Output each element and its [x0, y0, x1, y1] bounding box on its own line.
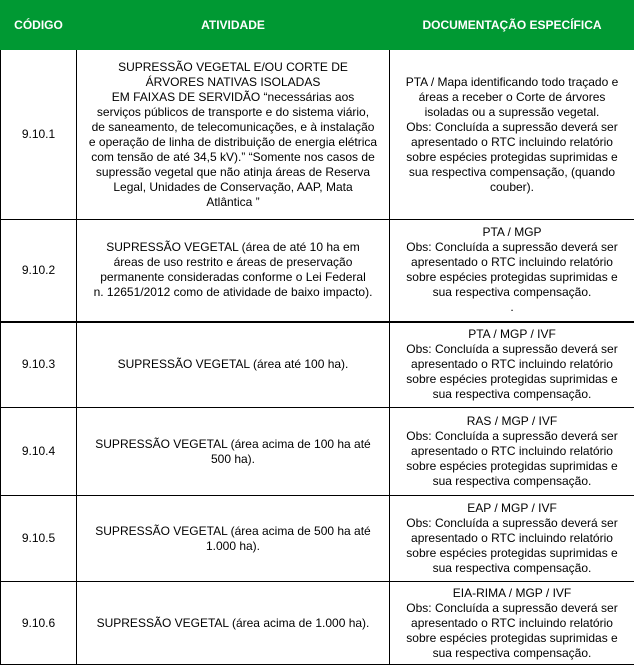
- documentation-line: PTA / MGP: [393, 225, 631, 240]
- documentation-line: sua respectiva compensação, (quando: [393, 165, 631, 180]
- code-cell: 9.10.4: [1, 408, 77, 496]
- table-row: [1, 220, 634, 322]
- activity-line: SUPRESSÃO VEGETAL (área acima de 1.000 ha).: [80, 616, 386, 631]
- documentation-line: isoladas ou a supressão vegetal.: [393, 105, 631, 120]
- documentation-line: Obs: Concluída a supressão deverá ser: [393, 429, 631, 444]
- header-atividade: ATIVIDADE: [77, 1, 390, 50]
- documentation-line: Obs: Concluída a supressão deverá ser: [393, 240, 631, 255]
- documentation-line: couber).: [393, 180, 631, 195]
- documentation-line: sobre espécies protegidas suprimidas e: [393, 546, 631, 561]
- documentation-cell: [390, 408, 634, 496]
- activity-line: permanente consideradas conforme o Lei Federal: [80, 270, 386, 285]
- documentation-line: sua respectiva compensação.: [393, 474, 631, 489]
- activity-line: 500 ha).: [80, 452, 386, 467]
- documentation-line: PTA / Mapa identificando todo traçado e: [393, 75, 631, 90]
- activity-line: SUPRESSÃO VEGETAL (área acima de 500 ha até: [80, 524, 386, 539]
- documentation-cell: [390, 220, 634, 322]
- activity-line: serviços públicos de transporte e do sistema viário,: [80, 105, 386, 120]
- activity-cell: [77, 322, 390, 408]
- documentation-line: .: [393, 300, 631, 315]
- activity-line: SUPRESSÃO VEGETAL (área acima de 100 ha até: [80, 437, 386, 452]
- code-cell: 9.10.5: [1, 496, 77, 582]
- documentation-line: apresentado o RTC incluindo relatório: [393, 531, 631, 546]
- documentation-line: apresentado o RTC incluindo relatório: [393, 255, 631, 270]
- documentation-line: sobre espécies protegidas suprimidas e: [393, 372, 631, 387]
- activity-line: SUPRESSÃO VEGETAL (área até 100 ha).: [80, 357, 386, 372]
- header-codigo: CÓDIGO: [1, 1, 77, 50]
- documentation-line: EAP / MGP / IVF: [393, 501, 631, 516]
- documentation-line: PTA / MGP / IVF: [393, 327, 631, 342]
- documentation-line: apresentado o RTC incluindo relatório: [393, 357, 631, 372]
- documentation-cell: [390, 50, 634, 220]
- documentation-line: sobre espécies protegidas suprimidas e: [393, 270, 631, 285]
- documentation-line: sobre espécies protegidas suprimidas e: [393, 631, 631, 646]
- activity-line: n. 12651/2012 como de atividade de baixo impacto).: [80, 285, 386, 300]
- table-row: [1, 322, 634, 408]
- activity-cell: [77, 582, 390, 665]
- activity-line: SUPRESSÃO VEGETAL (área de até 10 ha em: [80, 240, 386, 255]
- documentation-line: sobre espécies protegidas suprimidas e: [393, 150, 631, 165]
- documentation-line: sua respectiva compensação.: [393, 561, 631, 576]
- activity-cell: [77, 496, 390, 582]
- documentation-line: apresentado o RTC incluindo relatório: [393, 444, 631, 459]
- activity-line: Atlântica ”: [80, 195, 386, 210]
- activity-cell: [77, 408, 390, 496]
- activity-line: Legal, Unidades de Conservação, AAP, Mata: [80, 180, 386, 195]
- activity-cell: [77, 50, 390, 220]
- documentation-line: RAS / MGP / IVF: [393, 414, 631, 429]
- documentation-line: apresentado o RTC incluindo relatório: [393, 616, 631, 631]
- activity-cell: [77, 220, 390, 322]
- activity-line: com tensão de até 34,5 kV).” “Somente nos casos de: [80, 150, 386, 165]
- activity-line: 1.000 ha).: [80, 539, 386, 554]
- activity-line: e operação de linha de distribuição de energia elétrica: [80, 135, 386, 150]
- documentation-line: Obs: Concluída a supressão deverá ser: [393, 601, 631, 616]
- table-row: [1, 496, 634, 582]
- table-row: [1, 408, 634, 496]
- table-row: [1, 582, 634, 665]
- header-documentacao: DOCUMENTAÇÃO ESPECÍFICA: [390, 1, 634, 50]
- code-cell: 9.10.3: [1, 322, 77, 408]
- documentation-line: apresentado o RTC incluindo relatório: [393, 135, 631, 150]
- activity-line: de saneamento, de telecomunicações, e à instalação: [80, 120, 386, 135]
- code-cell: 9.10.2: [1, 220, 77, 322]
- documentation-line: Obs: Concluída a supressão deverá ser: [393, 516, 631, 531]
- activity-line: EM FAIXAS DE SERVIDÃO “necessárias aos: [80, 90, 386, 105]
- documentation-line: Obs: Concluída a supressão deverá ser: [393, 120, 631, 135]
- code-cell: 9.10.1: [1, 50, 77, 220]
- activity-line: ÁRVORES NATIVAS ISOLADAS: [80, 75, 386, 90]
- documentation-cell: [390, 322, 634, 408]
- documentation-line: sua respectiva compensação.: [393, 387, 631, 402]
- code-cell: 9.10.6: [1, 582, 77, 665]
- documentation-line: sua respectiva compensação.: [393, 285, 631, 300]
- documentation-cell: [390, 496, 634, 582]
- documentation-line: Obs: Concluída a supressão deverá ser: [393, 342, 631, 357]
- documentation-cell: [390, 582, 634, 665]
- table-row: [1, 50, 634, 220]
- documentation-line: sua respectiva compensação.: [393, 646, 631, 661]
- activity-line: áreas de uso restrito e áreas de preservação: [80, 255, 386, 270]
- activity-line: supressão vegetal que não atinja áreas de Reserva: [80, 165, 386, 180]
- activity-line: SUPRESSÃO VEGETAL E/OU CORTE DE: [80, 60, 386, 75]
- documentation-line: EIA-RIMA / MGP / IVF: [393, 586, 631, 601]
- documentation-line: sobre espécies protegidas suprimidas e: [393, 459, 631, 474]
- header-row: [1, 1, 634, 50]
- documentation-line: áreas a receber o Corte de árvores: [393, 90, 631, 105]
